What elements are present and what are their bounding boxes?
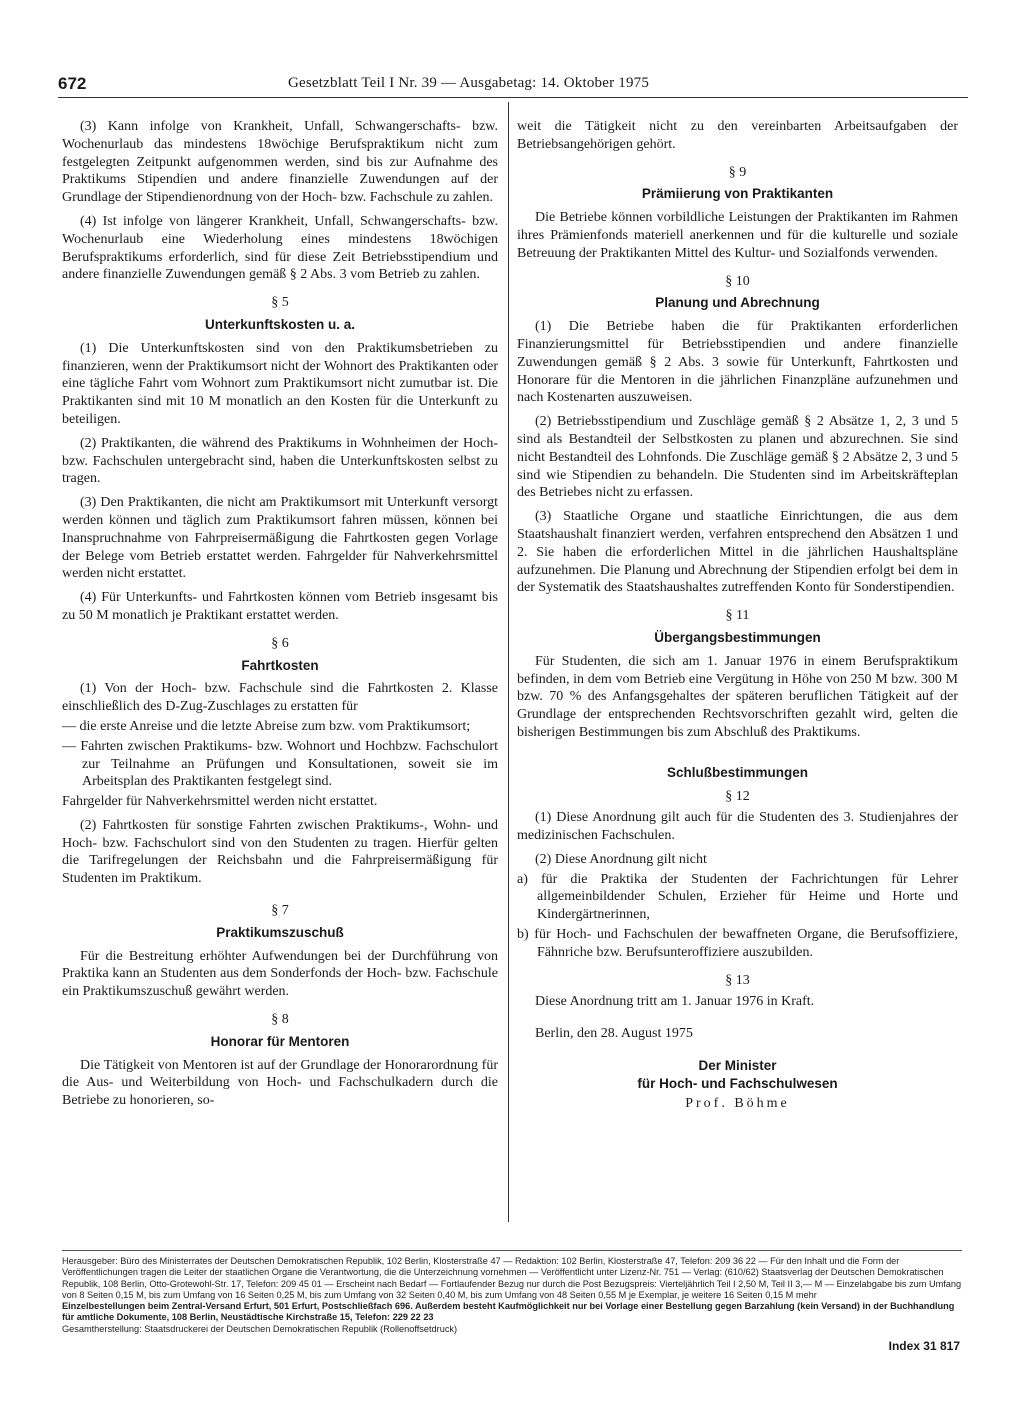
section-number: § 9 xyxy=(728,164,747,180)
imprint-printer: Gesamtherstellung: Staatsdruckerei der Deutschen Demokratischen Republik (Rollenoffsetdruck) xyxy=(62,1323,458,1334)
place-date: Berlin, den 28. August 1975 xyxy=(535,1026,693,1042)
section-title: Übergangsbestimmungen xyxy=(654,629,821,645)
signatory-office: für Hoch- und Fachschulwesen xyxy=(637,1075,838,1091)
paragraph: (2) Diese Anordnung gilt nicht xyxy=(535,851,707,867)
paragraph: (1) Die Unterkunftskosten sind von den Praktikumsbetrieben zu finanzieren, wenn der Praktikumsort nicht der Wohnort des Praktikanten oder eine tägliche Fahrt vom Wohnort zum Praktikumsort nicht zumutbar ist. Die Praktikanten sind mit 10 M monatlich an den Kosten für die Unterkunft zu beteiligen. xyxy=(62,340,498,427)
paragraph: Die Tätigkeit von Mentoren ist auf der Grundlage der Honorarordnung für die Aus- und Weiterbildung von Hoch- und Fachschulkadern durch die Betriebe zu honorieren, so- xyxy=(62,1057,498,1109)
left-column xyxy=(62,118,498,1116)
imprint-orders: Einzelbestellungen beim Zentral-Versand Erfurt, 501 Erfurt, Postschließfach 696. Außerdem besteht Kaufmöglichkeit nur bei Vorlage einer Bestellung gegen Barzahlung (kein Versand) in der Buchhandlung für amtliche Dokumente, 108 Berlin, Neustädtische Kirchstraße 15, Telefon: 229 22 23 xyxy=(62,1301,955,1323)
paragraph: Die Betriebe können vorbildliche Leistungen der Praktikanten im Rahmen ihres Prämienfonds materiell anerkennen und für die kulturelle und soziale Betreuung der Praktikanten Mittel des Kultur- und Sozialfonds verwenden. xyxy=(517,210,958,261)
paragraph: Für die Bestreitung erhöhter Aufwendungen bei der Durchführung von Praktika kann an Studenten aus dem Sonderfonds der Hoch- bzw. Fachschule ein Praktikumszuschuß gewährt werden. xyxy=(62,948,498,1000)
section-title: Schlußbestimmungen xyxy=(666,764,808,780)
imprint xyxy=(62,1256,962,1335)
section-number: § 11 xyxy=(725,608,750,624)
paragraph: (2) Fahrtkosten für sonstige Fahrten zwischen Praktikums-, Wohn- und Hoch- bzw. Fachschulort sind von den Studenten zu tragen. Hierfür gelten die Tarifregelungen der Reichsbahn und die Fahrpreisermäßigung für Studenten im Praktikum. xyxy=(62,817,498,887)
column-divider xyxy=(508,102,509,1222)
section-title: Honorar für Mentoren xyxy=(210,1033,350,1049)
index-number: Index 31 817 xyxy=(888,1339,960,1353)
paragraph: weit die Tätigkeit nicht zu den vereinbarten Arbeitsaufgaben der Betriebsangehörigen gehört. xyxy=(517,119,958,152)
paragraph: (2) Betriebsstipendium und Zuschläge gemäß § 2 Absätze 1, 2, 3 und 5 sind als Bestandteil der Selbstkosten zu planen und abzurechnen. Sie sind nicht Bestandteil des Lohnfonds. Die Zuschläge gemäß § 2 Absätze 2, 3 und 5 sind wie Stipendien zu behandeln. Die Studenten sind im Arbeitskräfteplan des Betriebes nicht zu erfassen. xyxy=(517,414,958,501)
section-number: § 8 xyxy=(271,1012,289,1028)
paragraph: (1) Von der Hoch- bzw. Fachschule sind die Fahrtkosten 2. Klasse einschließlich des D-Zug-Zuschlages zu erstatten für xyxy=(62,681,498,715)
list-item: b) für Hoch- und Fachschulen der bewaffneten Organe, die Berufsoffiziere, Fähnriche bzw. Berufsunteroffiziere auszubilden. xyxy=(517,927,958,960)
section-title: Fahrtkosten xyxy=(241,657,319,673)
paragraph: (3) Den Praktikanten, die nicht am Praktikumsort mit Unterkunft versorgt werden können und täglich zum Praktikumsort fahren müssen, können bei Inanspruchnahme von Fahrpreisermäßigung die Fahrtkosten gegen Vorlage der Belege vom Betrieb erstattet werden. Fahrgelder für Nahverkehrsmittel werden nicht erstattet. xyxy=(62,495,498,582)
section-number: § 6 xyxy=(271,635,289,651)
paragraph: (2) Praktikanten, die während des Praktikums in Wohnheimen der Hoch- bzw. Fachschulen untergebracht sind, haben die Unterkunftskosten selbst zu tragen. xyxy=(62,435,498,487)
paragraph: Für Studenten, die sich am 1. Januar 1976 in einem Berufspraktikum befinden, in dem vom Betrieb eine Vergütung in Höhe von 250 M bzw. 300 M bzw. 70 % des Anfangsgehaltes der späteren beruflichen Tätigkeit auf der Grundlage der entsprechenden Rechtsvorschriften gezahlt wird, gelten die bisherigen Bestimmungen bis zum Abschluß des Praktikums. xyxy=(517,653,958,740)
page-header xyxy=(58,74,970,96)
paragraph: (4) Für Unterkunfts- und Fahrtkosten können vom Betrieb insgesamt bis zu 50 M monatlich je Praktikant erstattet werden. xyxy=(62,590,498,623)
right-column xyxy=(517,118,958,1112)
list-item: a) für die Praktika der Studenten der Fachrichtungen für Lehrer allgemeinbildender Schulen, Erzieher für Heime und Horte und Kindergärtnerinnen, xyxy=(517,871,958,923)
paragraph: (4) Ist infolge von längerer Krankheit, Unfall, Schwangerschafts- bzw. Wochenurlaub eine Wiederholung eines mindestens 18wöchigen Berufspraktikums erforderlich, sind für diese Zeit Betriebsstipendium und andere finanzielle Zuwendungen gemäß § 2 Abs. 3 vom Betrieb zu zahlen. xyxy=(62,213,498,283)
paragraph: (1) Diese Anordnung gilt auch für die Studenten des 3. Studienjahres der medizinischen Fachschulen. xyxy=(517,810,958,844)
section-number: § 7 xyxy=(271,903,289,919)
signatory-title: Der Minister xyxy=(698,1058,777,1074)
list-item: — die erste Anreise und die letzte Abreise zum bzw. vom Praktikumsort; xyxy=(62,718,471,734)
running-head: Gesetzblatt Teil I Nr. 39 — Ausgabetag: 14. Oktober 1975 xyxy=(288,75,650,91)
signatory-name: Prof. Böhme xyxy=(685,1095,790,1111)
footer-rule xyxy=(62,1250,962,1251)
paragraph: (3) Kann infolge von Krankheit, Unfall, Schwangerschafts- bzw. Wochenurlaub das mindestens 18wöchige Berufspraktikum nicht zum festgelegten Zeitpunkt aufgenommen werden, sind bis zur Aufnahme des Praktikums Stipendien und andere finanzielle Zuwendungen auf der Grundlage der Stipendienordnung von der Hoch- bzw. Fachschule zu zahlen. xyxy=(62,119,498,206)
section-number: § 12 xyxy=(725,788,750,804)
section-title: Praktikumszuschuß xyxy=(216,924,344,940)
paragraph: (3) Staatliche Organe und staatliche Einrichtungen, die aus dem Staatshaushalt finanziert werden, verfahren entsprechend den Absätzen 1 und 2. Sie haben die erforderlichen Mittel in die jährlichen Haushaltspläne aufzunehmen. Die Planung und Abrechnung der Stipendien erfolgt bei dem in der Systematik des Staatshaushaltes zutreffenden Konto für Sonderstipendien. xyxy=(517,509,958,596)
section-title: Unterkunftskosten u. a. xyxy=(204,316,356,332)
section-number: § 10 xyxy=(725,273,750,289)
paragraph: (1) Die Betriebe haben die für Praktikanten erforderlichen Finanzierungsmittel für Betriebsstipendien und andere finanzielle Zuwendungen gemäß § 2 Abs. 3 sowie für Unterkunft, Fahrtkosten und Honorare für die Mentoren in die jährlichen Finanzpläne aufzunehmen und nach Kostenarten auszuweisen. xyxy=(517,319,958,406)
header-rule xyxy=(58,97,968,98)
page-number: 672 xyxy=(58,74,87,93)
section-number: § 5 xyxy=(271,295,289,311)
list-item: — Fahrten zwischen Praktikums- bzw. Wohnort und Hochbzw. Fachschulort zur Teilnahme an Prüfungen und Konsultationen, soweit sie im Arbeitsplan des Praktikanten festgelegt sind. xyxy=(62,738,498,790)
section-title: Prämiierung von Praktikanten xyxy=(641,186,834,202)
paragraph: Diese Anordnung tritt am 1. Januar 1976 in Kraft. xyxy=(535,994,815,1010)
section-number: § 13 xyxy=(725,972,750,988)
imprint-publisher: Herausgeber: Büro des Ministerrates der Deutschen Demokratischen Republik, 102 Berlin, Klosterstraße 47 — Redaktion: 102 Berlin, Klosterstraße 47, Telefon: 209 36 22 — Für den Inhalt und die Form der Veröffentlichungen tragen die Leiter der staatlichen Organe die Verantwortung, die die Unterzeichnung vornehmen — Veröffentlicht unter Lizenz-Nr. 751 — Verlag: (610/62) Staatsverlag der Deutschen Demokratischen Republik, 108 Berlin, Otto-Grotewohl-Str. 17, Telefon: 209 45 01 — Erscheint nach Bedarf — Fortlaufender Bezug nur durch die Post Bezugspreis: Vierteljährlich Teil I 2,50 M, Teil II 3,— M — Einzelabgabe bis zum Umfang von 8 Seiten 0,15 M, bis zum Umfang von 16 Seiten 0,25 M, bis zum Umfang von 32 Seiten 0,40 M, bis zum Umfang von 48 Seiten 0,55 M je Exemplar, je weitere 16 Seiten 0,15 M mehr xyxy=(62,1256,962,1300)
paragraph: Fahrgelder für Nahverkehrsmittel werden nicht erstattet. xyxy=(62,794,378,810)
section-title: Planung und Abrechnung xyxy=(655,295,820,311)
